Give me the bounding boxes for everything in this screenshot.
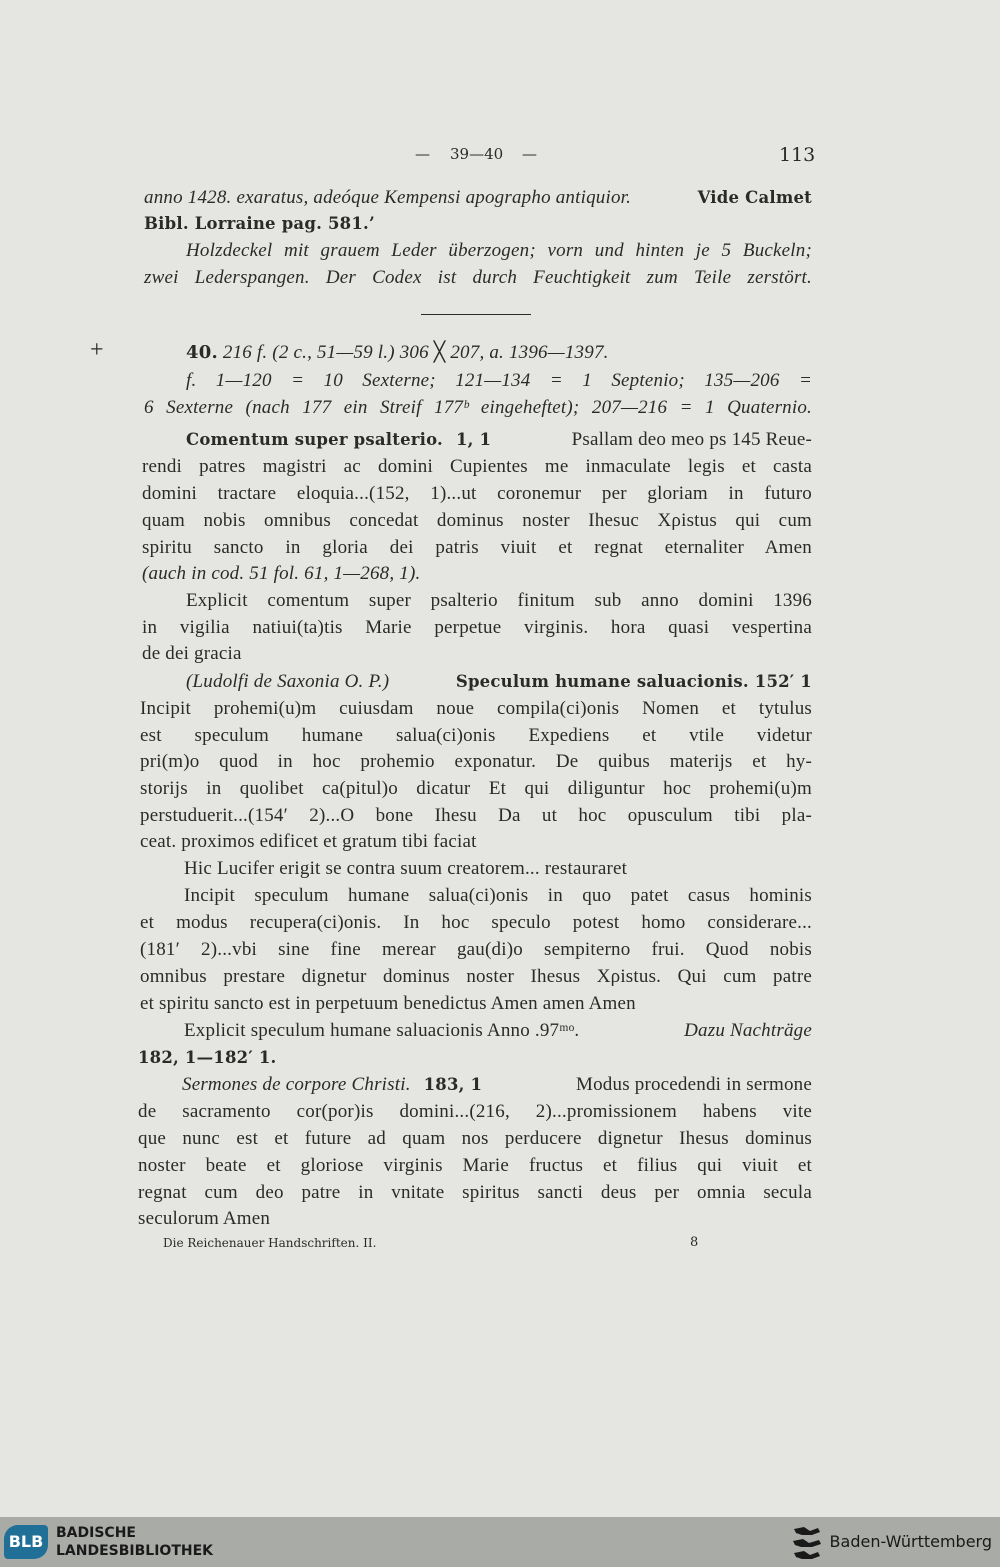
text-line: de sacramento cor(por)is domini...(216, 2)...promissionem habens vite [138, 1101, 812, 1122]
page-number: 113 [779, 144, 816, 166]
header-dash-right: — [522, 145, 537, 163]
text-line: (181′ 2)...vbi sine fine merear gau(di)o sempiterno frui. Quod nobis [140, 939, 812, 960]
header-entry-range: 39—40 [450, 145, 504, 163]
text-line: omnibus prestare dignetur dominus noster Ihesus Xρistus. Qui cum patre [140, 966, 812, 987]
text-line: noster beate et gloriose virginis Marie fructus et filius qui viuit et [138, 1155, 812, 1176]
text-line: Explicit comentum super psalterio finitum sub anno domini 1396 [186, 590, 812, 611]
text-line: 182, 1—182′ 1. [138, 1048, 277, 1067]
text-line: in vigilia natiui(ta)tis Marie perpetue virginis. hora quasi vespertina [142, 617, 812, 638]
text-line: Bibl. Lorraine pag. 581.’ [144, 214, 375, 233]
text-line: Sermones de corpore Christi. 183, 1 Modus procedendi in sermone [182, 1074, 812, 1095]
library-banner [0, 1517, 1000, 1567]
text-line: zwei Lederspangen. Der Codex ist durch Feuchtigkeit zum Teile zerstört. [144, 267, 812, 288]
text-line: pri(m)o quod in hoc prohemio exponatur. De quibus materijs et hy- [140, 751, 812, 772]
text-line: Explicit speculum humane saluacionis Anno .97ᵐᵒ. Dazu Nachträge [184, 1020, 812, 1041]
text-line: et modus recupera(ci)onis. In hoc speculo potest homo considerare... [140, 912, 812, 933]
text-line: 6 Sexterne (nach 177 ein Streif 177ᵇ eingeheftet); 207—216 = 1 Quaternio. [144, 397, 812, 418]
sheet-signature: 8 [690, 1235, 699, 1250]
blb-name-line2: LANDESBIBLIOTHEK [56, 1543, 214, 1559]
text-line: Holzdeckel mit grauem Leder überzogen; vorn und hinten je 5 Buckeln; [186, 240, 812, 261]
text-line: anno 1428. exaratus, adeóque Kempensi apographo antiquior. Vide Calmet [144, 187, 812, 208]
text-line: Incipit prohemi(u)m cuiusdam noue compila(ci)onis Nomen et tytulus [140, 698, 812, 719]
text-line: seculorum Amen [138, 1208, 271, 1229]
state-logo-text[interactable]: Baden-Württemberg [829, 1532, 992, 1551]
text-line: est speculum humane salua(ci)onis Expediens et vtile videtur [140, 725, 812, 746]
text-line: Comentum super psalterio. 1, 1 Psallam deo meo ps 145 Reue- [186, 429, 812, 450]
text-line: rendi patres magistri ac domini Cupientes me inmaculate legis et casta [142, 456, 812, 477]
entry-heading: 40. 216 f. (2 c., 51—59 l.) 306 ╳ 207, a. 1396—1397. [186, 342, 609, 363]
series-title: Die Reichenauer Handschriften. II. [163, 1236, 377, 1250]
header-dash-left: — [415, 145, 430, 163]
text-line: domini tractare eloquia...(152, 1)...ut coronemur per gloriam in futuro [142, 483, 812, 504]
text-line: de dei gracia [142, 643, 242, 664]
text-line: Incipit speculum humane salua(ci)onis in quo patet casus hominis [184, 885, 812, 906]
text-line: storijs in quolibet ca(pitul)o dicatur Et qui diliguntur hoc prohemi(u)m [140, 778, 812, 799]
section-divider [421, 314, 531, 315]
text-line: Hic Lucifer erigit se contra suum creatorem... restauraret [184, 858, 628, 879]
text-line: f. 1—120 = 10 Sexterne; 121—134 = 1 Septenio; 135—206 = [186, 370, 812, 391]
text-line: spiritu sancto in gloria dei patris viuit et regnat eternaliter Amen [142, 537, 812, 558]
text-line: et spiritu sancto est in perpetuum benedictus Amen amen Amen [140, 993, 636, 1014]
text-line: (Ludolfi de Saxonia O. P.) Speculum humane saluacionis. 152′ 1 [186, 671, 812, 692]
baden-wuerttemberg-lions-icon [790, 1523, 824, 1563]
text-line: que nunc est et future ad quam nos perducere dignetur Ihesus dominus [138, 1128, 812, 1149]
blb-logo[interactable]: BLB [4, 1525, 48, 1559]
text-line: perstuduerit...(154′ 2)...O bone Ihesu Da ut hoc opusculum tibi pla- [140, 805, 812, 826]
text-line: ceat. proximos edificet et gratum tibi faciat [140, 831, 477, 852]
text-line: regnat cum deo patre in vnitate spiritus sancti deus per omnia secula [138, 1182, 812, 1203]
text-line: quam nobis omnibus concedat dominus noster Ihesuc Xρistus qui cum [142, 510, 812, 531]
text-line: (auch in cod. 51 fol. 61, 1—268, 1). [142, 563, 421, 584]
blb-name-line1: BADISCHE [56, 1525, 136, 1541]
margin-plus-mark: + [90, 337, 104, 363]
